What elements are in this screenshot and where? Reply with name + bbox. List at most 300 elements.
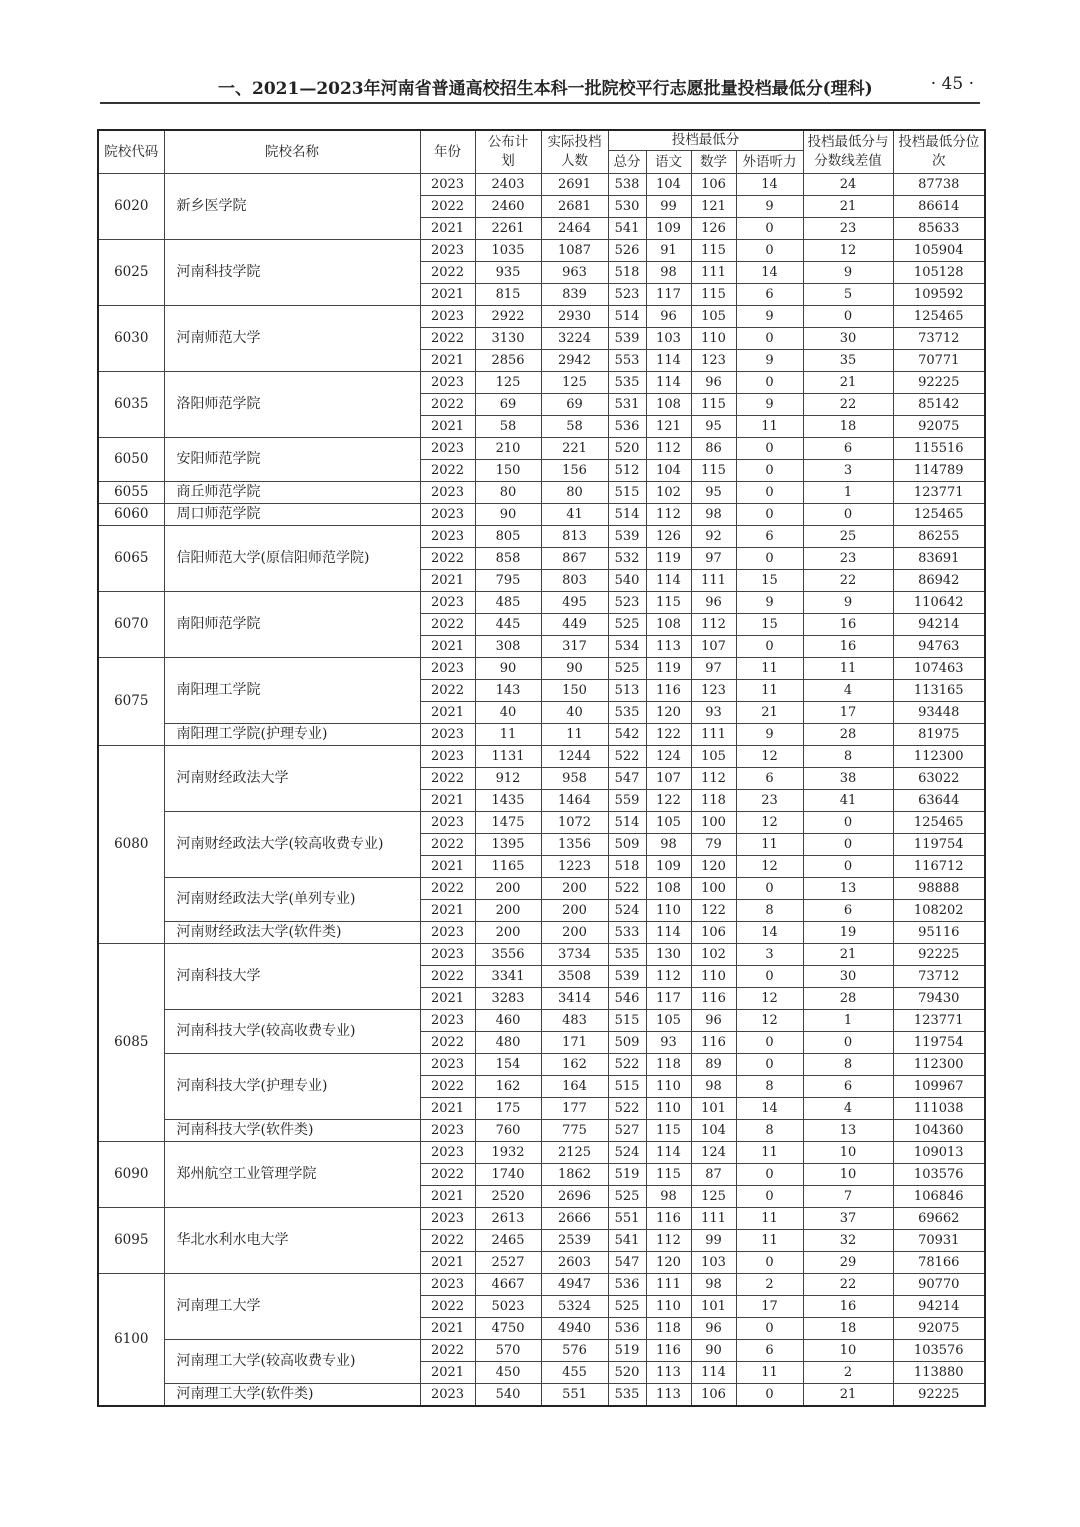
cell-actual: 200: [541, 922, 608, 944]
cell-rank: 111038: [893, 1098, 985, 1120]
cell-year: 2022: [420, 878, 475, 900]
cell-actual: 3508: [541, 966, 608, 988]
institution-name: 信阳师范大学(原信阳师范学院): [164, 526, 420, 592]
cell-year: 2023: [420, 592, 475, 614]
header-total: 总分: [608, 151, 646, 174]
cell-math: 121: [691, 196, 736, 218]
cell-year: 2023: [420, 922, 475, 944]
cell-year: 2023: [420, 1274, 475, 1296]
cell-foreign: 6: [736, 526, 803, 548]
cell-math: 115: [691, 394, 736, 416]
table-row: [98, 438, 985, 460]
cell-total: 547: [608, 1252, 646, 1274]
institution-name: 河南财经政法大学(较高收费专业): [164, 812, 420, 878]
institution-code: 6055: [98, 482, 164, 504]
cell-foreign: 11: [736, 834, 803, 856]
table-row: [98, 944, 985, 966]
cell-chinese: 130: [646, 944, 691, 966]
cell-diff: 30: [803, 966, 893, 988]
cell-year: 2021: [420, 1098, 475, 1120]
cell-chinese: 120: [646, 702, 691, 724]
institution-code: 6020: [98, 174, 164, 240]
cell-chinese: 105: [646, 1010, 691, 1032]
cell-total: 541: [608, 218, 646, 240]
cell-diff: 35: [803, 350, 893, 372]
cell-foreign: 17: [736, 1296, 803, 1318]
cell-math: 96: [691, 1010, 736, 1032]
cell-foreign: 2: [736, 1274, 803, 1296]
cell-chinese: 117: [646, 988, 691, 1010]
table-row: [98, 812, 985, 834]
cell-diff: 4: [803, 1098, 893, 1120]
cell-rank: 113165: [893, 680, 985, 702]
cell-rank: 104360: [893, 1120, 985, 1142]
cell-year: 2021: [420, 856, 475, 878]
cell-diff: 28: [803, 988, 893, 1010]
cell-chinese: 114: [646, 922, 691, 944]
cell-year: 2021: [420, 988, 475, 1010]
cell-total: 530: [608, 196, 646, 218]
cell-diff: 41: [803, 790, 893, 812]
institution-code: 6025: [98, 240, 164, 306]
cell-foreign: 15: [736, 614, 803, 636]
cell-actual: 3414: [541, 988, 608, 1010]
cell-plan: 143: [475, 680, 541, 702]
cell-foreign: 14: [736, 922, 803, 944]
cell-year: 2022: [420, 196, 475, 218]
cell-foreign: 0: [736, 460, 803, 482]
cell-year: 2023: [420, 1384, 475, 1407]
cell-chinese: 108: [646, 394, 691, 416]
cell-chinese: 118: [646, 1318, 691, 1340]
cell-plan: 570: [475, 1340, 541, 1362]
cell-chinese: 113: [646, 636, 691, 658]
cell-total: 538: [608, 174, 646, 196]
cell-diff: 11: [803, 658, 893, 680]
cell-year: 2023: [420, 438, 475, 460]
cell-chinese: 112: [646, 1230, 691, 1252]
cell-total: 559: [608, 790, 646, 812]
cell-chinese: 105: [646, 812, 691, 834]
cell-total: 535: [608, 944, 646, 966]
cell-rank: 109013: [893, 1142, 985, 1164]
cell-math: 100: [691, 812, 736, 834]
cell-math: 120: [691, 856, 736, 878]
cell-year: 2023: [420, 174, 475, 196]
cell-diff: 22: [803, 570, 893, 592]
cell-foreign: 12: [736, 988, 803, 1010]
cell-rank: 83691: [893, 548, 985, 570]
cell-total: 522: [608, 1054, 646, 1076]
cell-rank: 86255: [893, 526, 985, 548]
cell-actual: 576: [541, 1340, 608, 1362]
cell-rank: 92075: [893, 1318, 985, 1340]
cell-foreign: 15: [736, 570, 803, 592]
cell-total: 539: [608, 328, 646, 350]
cell-plan: 125: [475, 372, 541, 394]
page-number: · 45 ·: [930, 74, 974, 94]
cell-year: 2023: [420, 482, 475, 504]
cell-plan: 760: [475, 1120, 541, 1142]
cell-year: 2023: [420, 1054, 475, 1076]
cell-foreign: 12: [736, 812, 803, 834]
cell-rank: 105128: [893, 262, 985, 284]
cell-diff: 8: [803, 746, 893, 768]
cell-chinese: 114: [646, 350, 691, 372]
cell-foreign: 0: [736, 1186, 803, 1208]
cell-actual: 2930: [541, 306, 608, 328]
institution-code: 6080: [98, 746, 164, 944]
cell-chinese: 124: [646, 746, 691, 768]
cell-year: 2023: [420, 240, 475, 262]
cell-year: 2022: [420, 834, 475, 856]
cell-chinese: 120: [646, 1252, 691, 1274]
cell-plan: 2465: [475, 1230, 541, 1252]
cell-math: 90: [691, 1340, 736, 1362]
cell-math: 97: [691, 548, 736, 570]
table-row: [98, 1384, 985, 1407]
cell-math: 114: [691, 1362, 736, 1384]
cell-plan: 3341: [475, 966, 541, 988]
cell-rank: 114789: [893, 460, 985, 482]
cell-year: 2021: [420, 570, 475, 592]
cell-diff: 0: [803, 306, 893, 328]
institution-code: 6065: [98, 526, 164, 592]
cell-chinese: 108: [646, 614, 691, 636]
cell-year: 2022: [420, 614, 475, 636]
institution-code: 6095: [98, 1208, 164, 1274]
cell-actual: 2539: [541, 1230, 608, 1252]
cell-plan: 58: [475, 416, 541, 438]
cell-foreign: 11: [736, 680, 803, 702]
cell-actual: 90: [541, 658, 608, 680]
cell-plan: 175: [475, 1098, 541, 1120]
cell-plan: 90: [475, 658, 541, 680]
cell-math: 93: [691, 702, 736, 724]
cell-chinese: 108: [646, 878, 691, 900]
cell-actual: 2942: [541, 350, 608, 372]
cell-math: 126: [691, 218, 736, 240]
cell-rank: 81975: [893, 724, 985, 746]
cell-chinese: 121: [646, 416, 691, 438]
cell-total: 541: [608, 1230, 646, 1252]
cell-total: 532: [608, 548, 646, 570]
institution-name: 洛阳师范学院: [164, 372, 420, 438]
table-row: [98, 1010, 985, 1032]
cell-chinese: 109: [646, 218, 691, 240]
cell-chinese: 113: [646, 1384, 691, 1407]
cell-year: 2022: [420, 262, 475, 284]
cell-total: 547: [608, 768, 646, 790]
cell-rank: 63022: [893, 768, 985, 790]
cell-foreign: 12: [736, 1010, 803, 1032]
cell-plan: 2613: [475, 1208, 541, 1230]
cell-rank: 73712: [893, 966, 985, 988]
cell-chinese: 112: [646, 438, 691, 460]
cell-math: 95: [691, 416, 736, 438]
cell-diff: 21: [803, 372, 893, 394]
header-foreign-listening: 外语听力: [736, 151, 803, 174]
cell-rank: 107463: [893, 658, 985, 680]
cell-chinese: 112: [646, 504, 691, 526]
cell-rank: 70771: [893, 350, 985, 372]
table-row: [98, 1054, 985, 1076]
cell-math: 106: [691, 1384, 736, 1407]
cell-foreign: 0: [736, 240, 803, 262]
cell-foreign: 0: [736, 1384, 803, 1407]
cell-year: 2022: [420, 394, 475, 416]
institution-name: 河南财经政法大学(单列专业): [164, 878, 420, 922]
cell-plan: 485: [475, 592, 541, 614]
cell-plan: 1165: [475, 856, 541, 878]
institution-name: 南阳师范学院: [164, 592, 420, 658]
cell-foreign: 3: [736, 944, 803, 966]
cell-actual: 1223: [541, 856, 608, 878]
cell-diff: 32: [803, 1230, 893, 1252]
cell-rank: 103576: [893, 1164, 985, 1186]
cell-chinese: 91: [646, 240, 691, 262]
cell-chinese: 115: [646, 592, 691, 614]
cell-math: 92: [691, 526, 736, 548]
cell-rank: 92225: [893, 372, 985, 394]
cell-rank: 98888: [893, 878, 985, 900]
cell-math: 99: [691, 1230, 736, 1252]
cell-total: 535: [608, 1384, 646, 1407]
cell-year: 2021: [420, 416, 475, 438]
cell-foreign: 8: [736, 1120, 803, 1142]
cell-math: 95: [691, 482, 736, 504]
cell-plan: 4667: [475, 1274, 541, 1296]
cell-diff: 13: [803, 878, 893, 900]
cell-year: 2023: [420, 306, 475, 328]
cell-foreign: 11: [736, 416, 803, 438]
cell-year: 2023: [420, 812, 475, 834]
cell-year: 2022: [420, 966, 475, 988]
cell-foreign: 11: [736, 1362, 803, 1384]
cell-math: 110: [691, 328, 736, 350]
institution-code: 6050: [98, 438, 164, 482]
cell-year: 2021: [420, 790, 475, 812]
cell-year: 2023: [420, 746, 475, 768]
cell-rank: 93448: [893, 702, 985, 724]
institution-name: 河南理工大学(较高收费专业): [164, 1340, 420, 1384]
table-row: [98, 240, 985, 262]
cell-plan: 2856: [475, 350, 541, 372]
cell-plan: 40: [475, 702, 541, 724]
cell-year: 2023: [420, 658, 475, 680]
cell-year: 2021: [420, 702, 475, 724]
cell-chinese: 114: [646, 570, 691, 592]
cell-plan: 11: [475, 724, 541, 746]
cell-plan: 1395: [475, 834, 541, 856]
cell-diff: 22: [803, 1274, 893, 1296]
header-name: 院校名称: [164, 130, 420, 174]
cell-actual: 2464: [541, 218, 608, 240]
cell-math: 100: [691, 878, 736, 900]
cell-foreign: 0: [736, 1054, 803, 1076]
cell-chinese: 98: [646, 262, 691, 284]
cell-actual: 1862: [541, 1164, 608, 1186]
cell-math: 96: [691, 372, 736, 394]
cell-actual: 2696: [541, 1186, 608, 1208]
institution-name: 河南科技大学(较高收费专业): [164, 1010, 420, 1054]
header-code: 院校代码: [98, 130, 164, 174]
table-row: [98, 372, 985, 394]
cell-foreign: 9: [736, 196, 803, 218]
cell-total: 536: [608, 1274, 646, 1296]
cell-total: 515: [608, 482, 646, 504]
cell-foreign: 14: [736, 262, 803, 284]
institution-name: 河南科技大学: [164, 944, 420, 1010]
cell-actual: 156: [541, 460, 608, 482]
table-row: [98, 878, 985, 900]
cell-math: 98: [691, 1274, 736, 1296]
cell-math: 111: [691, 1208, 736, 1230]
table-row: [98, 504, 985, 526]
cell-diff: 9: [803, 592, 893, 614]
cell-math: 118: [691, 790, 736, 812]
cell-math: 123: [691, 680, 736, 702]
cell-foreign: 0: [736, 328, 803, 350]
institution-name: 河南科技学院: [164, 240, 420, 306]
cell-math: 87: [691, 1164, 736, 1186]
institution-code: 6070: [98, 592, 164, 658]
cell-total: 509: [608, 834, 646, 856]
cell-diff: 0: [803, 812, 893, 834]
cell-math: 98: [691, 504, 736, 526]
cell-year: 2022: [420, 768, 475, 790]
institution-code: 6085: [98, 944, 164, 1142]
cell-actual: 40: [541, 702, 608, 724]
institution-name: 河南科技大学(软件类): [164, 1120, 420, 1142]
cell-plan: 3130: [475, 328, 541, 350]
cell-rank: 123771: [893, 1010, 985, 1032]
cell-plan: 2460: [475, 196, 541, 218]
cell-chinese: 113: [646, 1362, 691, 1384]
cell-plan: 480: [475, 1032, 541, 1054]
institution-name: 商丘师范学院: [164, 482, 420, 504]
cell-diff: 1: [803, 482, 893, 504]
cell-total: 514: [608, 812, 646, 834]
cell-chinese: 114: [646, 1142, 691, 1164]
cell-total: 524: [608, 900, 646, 922]
cell-diff: 23: [803, 548, 893, 570]
admission-score-table: [97, 129, 986, 1407]
cell-math: 107: [691, 636, 736, 658]
cell-foreign: 0: [736, 548, 803, 570]
cell-total: 527: [608, 1120, 646, 1142]
cell-math: 97: [691, 658, 736, 680]
cell-rank: 123771: [893, 482, 985, 504]
cell-year: 2022: [420, 1076, 475, 1098]
cell-total: 514: [608, 504, 646, 526]
cell-rank: 78166: [893, 1252, 985, 1274]
cell-rank: 109592: [893, 284, 985, 306]
cell-year: 2022: [420, 1164, 475, 1186]
cell-rank: 86942: [893, 570, 985, 592]
cell-diff: 10: [803, 1340, 893, 1362]
cell-actual: 221: [541, 438, 608, 460]
cell-actual: 839: [541, 284, 608, 306]
cell-rank: 69662: [893, 1208, 985, 1230]
cell-actual: 867: [541, 548, 608, 570]
cell-rank: 125465: [893, 504, 985, 526]
cell-diff: 0: [803, 834, 893, 856]
cell-rank: 105904: [893, 240, 985, 262]
cell-foreign: 0: [736, 438, 803, 460]
cell-rank: 85142: [893, 394, 985, 416]
cell-diff: 21: [803, 1384, 893, 1407]
cell-foreign: 0: [736, 1032, 803, 1054]
cell-foreign: 11: [736, 1142, 803, 1164]
cell-diff: 0: [803, 856, 893, 878]
cell-chinese: 93: [646, 1032, 691, 1054]
cell-total: 525: [608, 658, 646, 680]
cell-actual: 1356: [541, 834, 608, 856]
cell-chinese: 110: [646, 1098, 691, 1120]
cell-math: 101: [691, 1098, 736, 1120]
cell-total: 522: [608, 878, 646, 900]
institution-name: 河南财经政法大学: [164, 746, 420, 812]
cell-actual: 1464: [541, 790, 608, 812]
cell-year: 2022: [420, 460, 475, 482]
cell-diff: 16: [803, 1296, 893, 1318]
cell-year: 2023: [420, 504, 475, 526]
cell-total: 551: [608, 1208, 646, 1230]
cell-math: 102: [691, 944, 736, 966]
cell-chinese: 122: [646, 724, 691, 746]
cell-chinese: 110: [646, 1296, 691, 1318]
cell-rank: 110642: [893, 592, 985, 614]
cell-plan: 815: [475, 284, 541, 306]
cell-plan: 805: [475, 526, 541, 548]
cell-rank: 119754: [893, 1032, 985, 1054]
cell-total: 512: [608, 460, 646, 482]
cell-diff: 2: [803, 1362, 893, 1384]
cell-actual: 317: [541, 636, 608, 658]
table-row: [98, 1208, 985, 1230]
cell-year: 2022: [420, 328, 475, 350]
cell-year: 2022: [420, 548, 475, 570]
cell-foreign: 9: [736, 350, 803, 372]
cell-total: 542: [608, 724, 646, 746]
cell-diff: 7: [803, 1186, 893, 1208]
header-year: 年份: [420, 130, 475, 174]
cell-total: 525: [608, 614, 646, 636]
cell-diff: 29: [803, 1252, 893, 1274]
cell-total: 518: [608, 262, 646, 284]
cell-total: 519: [608, 1340, 646, 1362]
cell-chinese: 110: [646, 900, 691, 922]
cell-actual: 2125: [541, 1142, 608, 1164]
cell-math: 112: [691, 768, 736, 790]
cell-chinese: 104: [646, 174, 691, 196]
institution-name: 安阳师范学院: [164, 438, 420, 482]
institution-name: 河南理工大学: [164, 1274, 420, 1340]
cell-total: 536: [608, 416, 646, 438]
cell-math: 98: [691, 1076, 736, 1098]
cell-total: 515: [608, 1010, 646, 1032]
cell-chinese: 114: [646, 372, 691, 394]
cell-foreign: 23: [736, 790, 803, 812]
table-row: [98, 526, 985, 548]
cell-actual: 41: [541, 504, 608, 526]
page-title: 一、2021—2023年河南省普通高校招生本科一批院校平行志愿批量投档最低分(理科): [218, 79, 873, 99]
cell-diff: 6: [803, 1076, 893, 1098]
cell-plan: 154: [475, 1054, 541, 1076]
cell-math: 103: [691, 1252, 736, 1274]
cell-actual: 2666: [541, 1208, 608, 1230]
